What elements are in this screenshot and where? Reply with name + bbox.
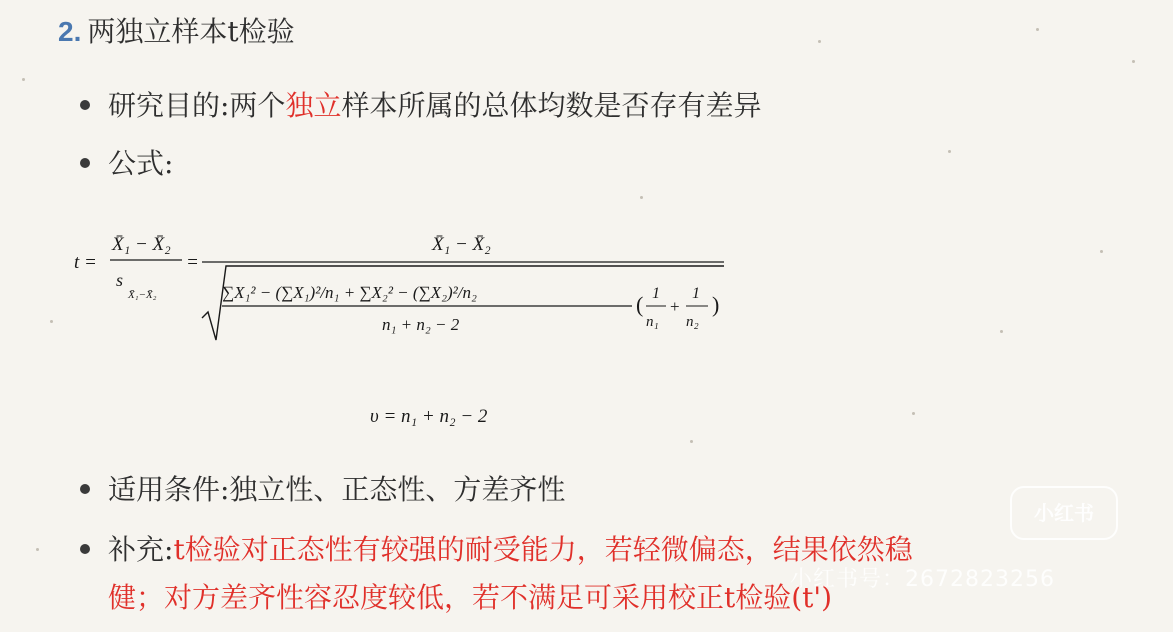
lhs-numerator: X̄₁ − X̄₂ bbox=[112, 234, 171, 255]
bullet-conditions bbox=[80, 468, 565, 512]
paper-speck bbox=[1100, 250, 1103, 253]
watermark-logo: 小红书 bbox=[1010, 486, 1118, 540]
section-number: 2. bbox=[58, 16, 82, 47]
paper-speck bbox=[1000, 330, 1003, 333]
paper-speck bbox=[818, 40, 821, 43]
paper-speck bbox=[948, 150, 951, 153]
t-test-formula bbox=[60, 222, 740, 352]
supplement-line1: t检验对正态性有较强的耐受能力，若轻微偏态，结果依然稳 bbox=[173, 533, 913, 566]
inv-n2-den: n₂ bbox=[686, 314, 699, 330]
paren-close: ) bbox=[712, 292, 720, 317]
rhs-numerator: X̄₁ − X̄₂ bbox=[432, 234, 491, 255]
section-heading bbox=[58, 12, 295, 52]
degrees-of-freedom: υ = n₁ + n₂ − 2 bbox=[370, 406, 488, 427]
purpose-highlight: 独立 bbox=[285, 89, 342, 122]
equals-sign: = bbox=[186, 252, 199, 273]
inv-n1-den: n₁ bbox=[646, 314, 659, 330]
inv-n2-num: 1 bbox=[692, 285, 700, 302]
bullet-supplement bbox=[80, 528, 913, 572]
watermark-id: 小红书号：2672823256 bbox=[790, 567, 1055, 592]
paper-speck bbox=[50, 320, 53, 323]
bullet-dot bbox=[80, 100, 90, 110]
se-subscript: X̄₁−X̄₂ bbox=[128, 289, 157, 301]
bullet-dot bbox=[80, 544, 90, 554]
paper-speck bbox=[690, 440, 693, 443]
paper-speck bbox=[912, 412, 915, 415]
bullet-purpose bbox=[80, 84, 761, 128]
section-title: 两独立样本t检验 bbox=[87, 15, 295, 48]
paren-open: ( bbox=[636, 292, 644, 317]
paper-speck bbox=[640, 196, 643, 199]
conditions-text: 适用条件:独立性、正态性、方差齐性 bbox=[108, 473, 566, 506]
paper-speck bbox=[1132, 60, 1135, 63]
bullet-dot bbox=[80, 484, 90, 494]
paper-speck bbox=[36, 548, 39, 551]
purpose-prefix: 研究目的:两个 bbox=[108, 89, 286, 122]
t-lhs: t = bbox=[74, 252, 97, 273]
df-formula bbox=[368, 396, 528, 432]
sum-expression: ∑X₁² − (∑X₁)²/n₁ + ∑X₂² − (∑X₂)²/n₂ bbox=[222, 283, 477, 302]
se-symbol: s bbox=[116, 270, 124, 290]
paper-speck bbox=[22, 78, 25, 81]
supplement-line2: 健；对方差齐性容忍度较低，若不满足可采用校正t检验(t') bbox=[108, 581, 833, 614]
inv-n1-num: 1 bbox=[652, 285, 660, 302]
plus-sign: + bbox=[670, 297, 680, 316]
bullet-formula bbox=[80, 142, 173, 186]
formula-label: 公式: bbox=[108, 147, 174, 180]
purpose-suffix: 样本所属的总体均数是否存有差异 bbox=[341, 89, 762, 122]
supplement-prefix: 补充: bbox=[108, 533, 174, 566]
paper-speck bbox=[1036, 28, 1039, 31]
bullet-dot bbox=[80, 158, 90, 168]
pooled-denominator: n₁ + n₂ − 2 bbox=[382, 315, 460, 334]
